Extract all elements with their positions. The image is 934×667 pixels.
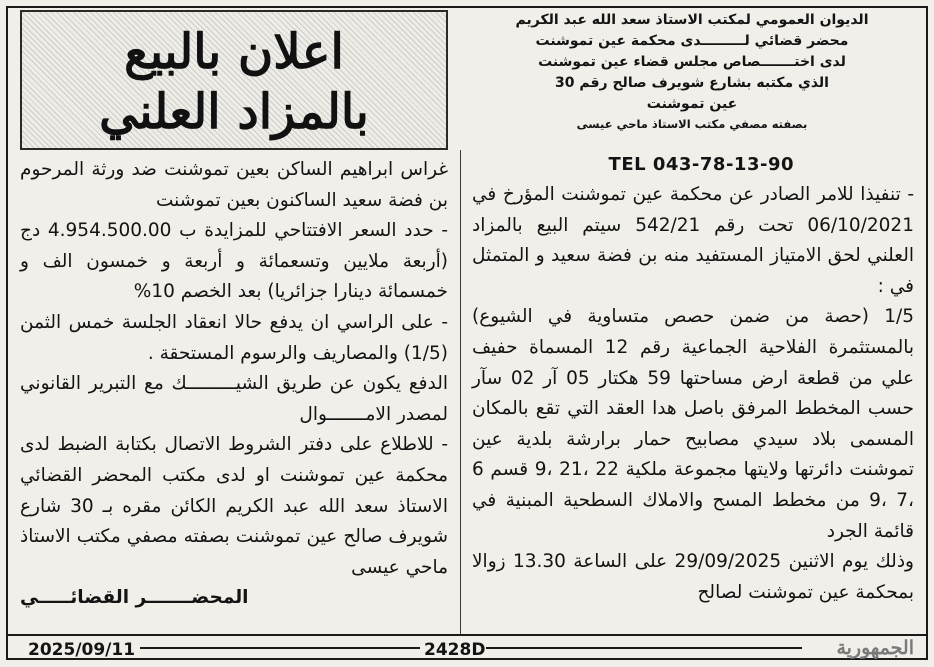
paragraph-price: - حدد السعر الافتتاحي للمزايدة ب 4.954.500.00 دج (أربعة ملايين وتسعمائة و أربعة و خمسون الف و خمسمائة دينارا جزائريا) بعد الخصم 10%	[20, 220, 448, 303]
notice-title-line1: اعلان بالبيع	[124, 24, 344, 80]
notice-title-box	[20, 10, 448, 150]
paragraph-cheque: الدفع يكون عن طريق الشيـــــــــك مع التبرير القانوني لمصدر الامـــــــوال	[20, 373, 448, 425]
paragraph-payment: - على الراسي ان يدفع حالا انعقاد الجلسة خمس الثمن (1/5) والمصاريف والرسوم المستحقة .	[20, 311, 448, 364]
header-line-bailiff: محضر قضائي لـــــــــدى محكمة عين تموشنت	[535, 33, 849, 49]
publication-date: 2025/09/11	[28, 640, 136, 660]
footer-rule-left	[140, 647, 420, 649]
notice-code: 2428D	[424, 640, 486, 660]
right-column-text	[472, 180, 914, 608]
column-divider	[460, 150, 461, 635]
header-line-city: عين تموشنت	[646, 96, 738, 112]
header-line-address: الذي مكتبه بشارع شويرف صالح رقم 30	[555, 75, 829, 91]
signature-bailiff: المحضـــــــر القضائـــــي	[20, 587, 249, 609]
paragraph-property: 1/5 (حصة من ضمن حصص متساوية في الشيوع) بالمستثمرة الفلاحية الجماعية رقم 12 المسماة حفيف علي من قطعة ارض مساحتها 59 هكتار 05 آر 02 سآر حسب المخطط المرفق باصل هدا العقد التي تقع بالمكان المسمى بلاد سيدي مصابيح حمار برارشة بلدية عين تموشنت دائرتها ولايتها مجموعة ملكية 22 ،21 ،9 قسم 6 ،7 ،9 من مخطط المسح والاملاك السطحية المبنية في قائمة الجرد	[472, 306, 915, 542]
paragraph-order: - تنفيذا للامر الصادر عن محكمة عين تموشنت المؤرخ في 06/10/2021 تحت رقم 542/21 سيتم البيع بالمزاد العلني لحق الامتياز المستفيد منه بن فضة سعيد و المتمثل في :	[472, 184, 914, 297]
paragraph-contact: - للاطلاع على دفتر الشروط الاتصال بكتابة الضبط لدى محكمة عين تموشنت او لدى مكتب المحضر القضائي الاستاذ سعد الله عبد الكريم الكائن مقره بـ 30 شارع شويرف صالح عين تموشنت بصفته مصفي مكتب الاستاذ ماحي عيسى	[20, 434, 448, 578]
notice-title-line2: بالمزاد العلني	[99, 84, 369, 140]
header-line-office: الديوان العمومي لمكتب الاستاذ سعد الله عبد الكريم	[515, 12, 869, 28]
header-line-liquidator: بصفته مصفي مكتب الاستاذ ماحي عيسى	[576, 117, 808, 131]
left-column-text	[20, 155, 448, 614]
bailiff-header	[482, 10, 902, 133]
telephone-number: TEL 043-78-13-90	[608, 154, 794, 175]
header-line-jurisdiction: لدى اختـــــــصاص مجلس قضاء عين تموشنت	[538, 54, 846, 70]
paragraph-date: وذلك يوم الاثنين 29/09/2025 على الساعة 13.30 زوالا بمحكمة عين تموشنت لصالح	[472, 551, 914, 603]
footer-rule-right	[486, 647, 802, 649]
paragraph-parties: غراس ابراهيم الساكن بعين تموشنت ضد ورثة المرحوم بن فضة سعيد الساكنون بعين تموشنت	[20, 159, 448, 211]
newspaper-logo: الجمهورية	[836, 637, 914, 659]
